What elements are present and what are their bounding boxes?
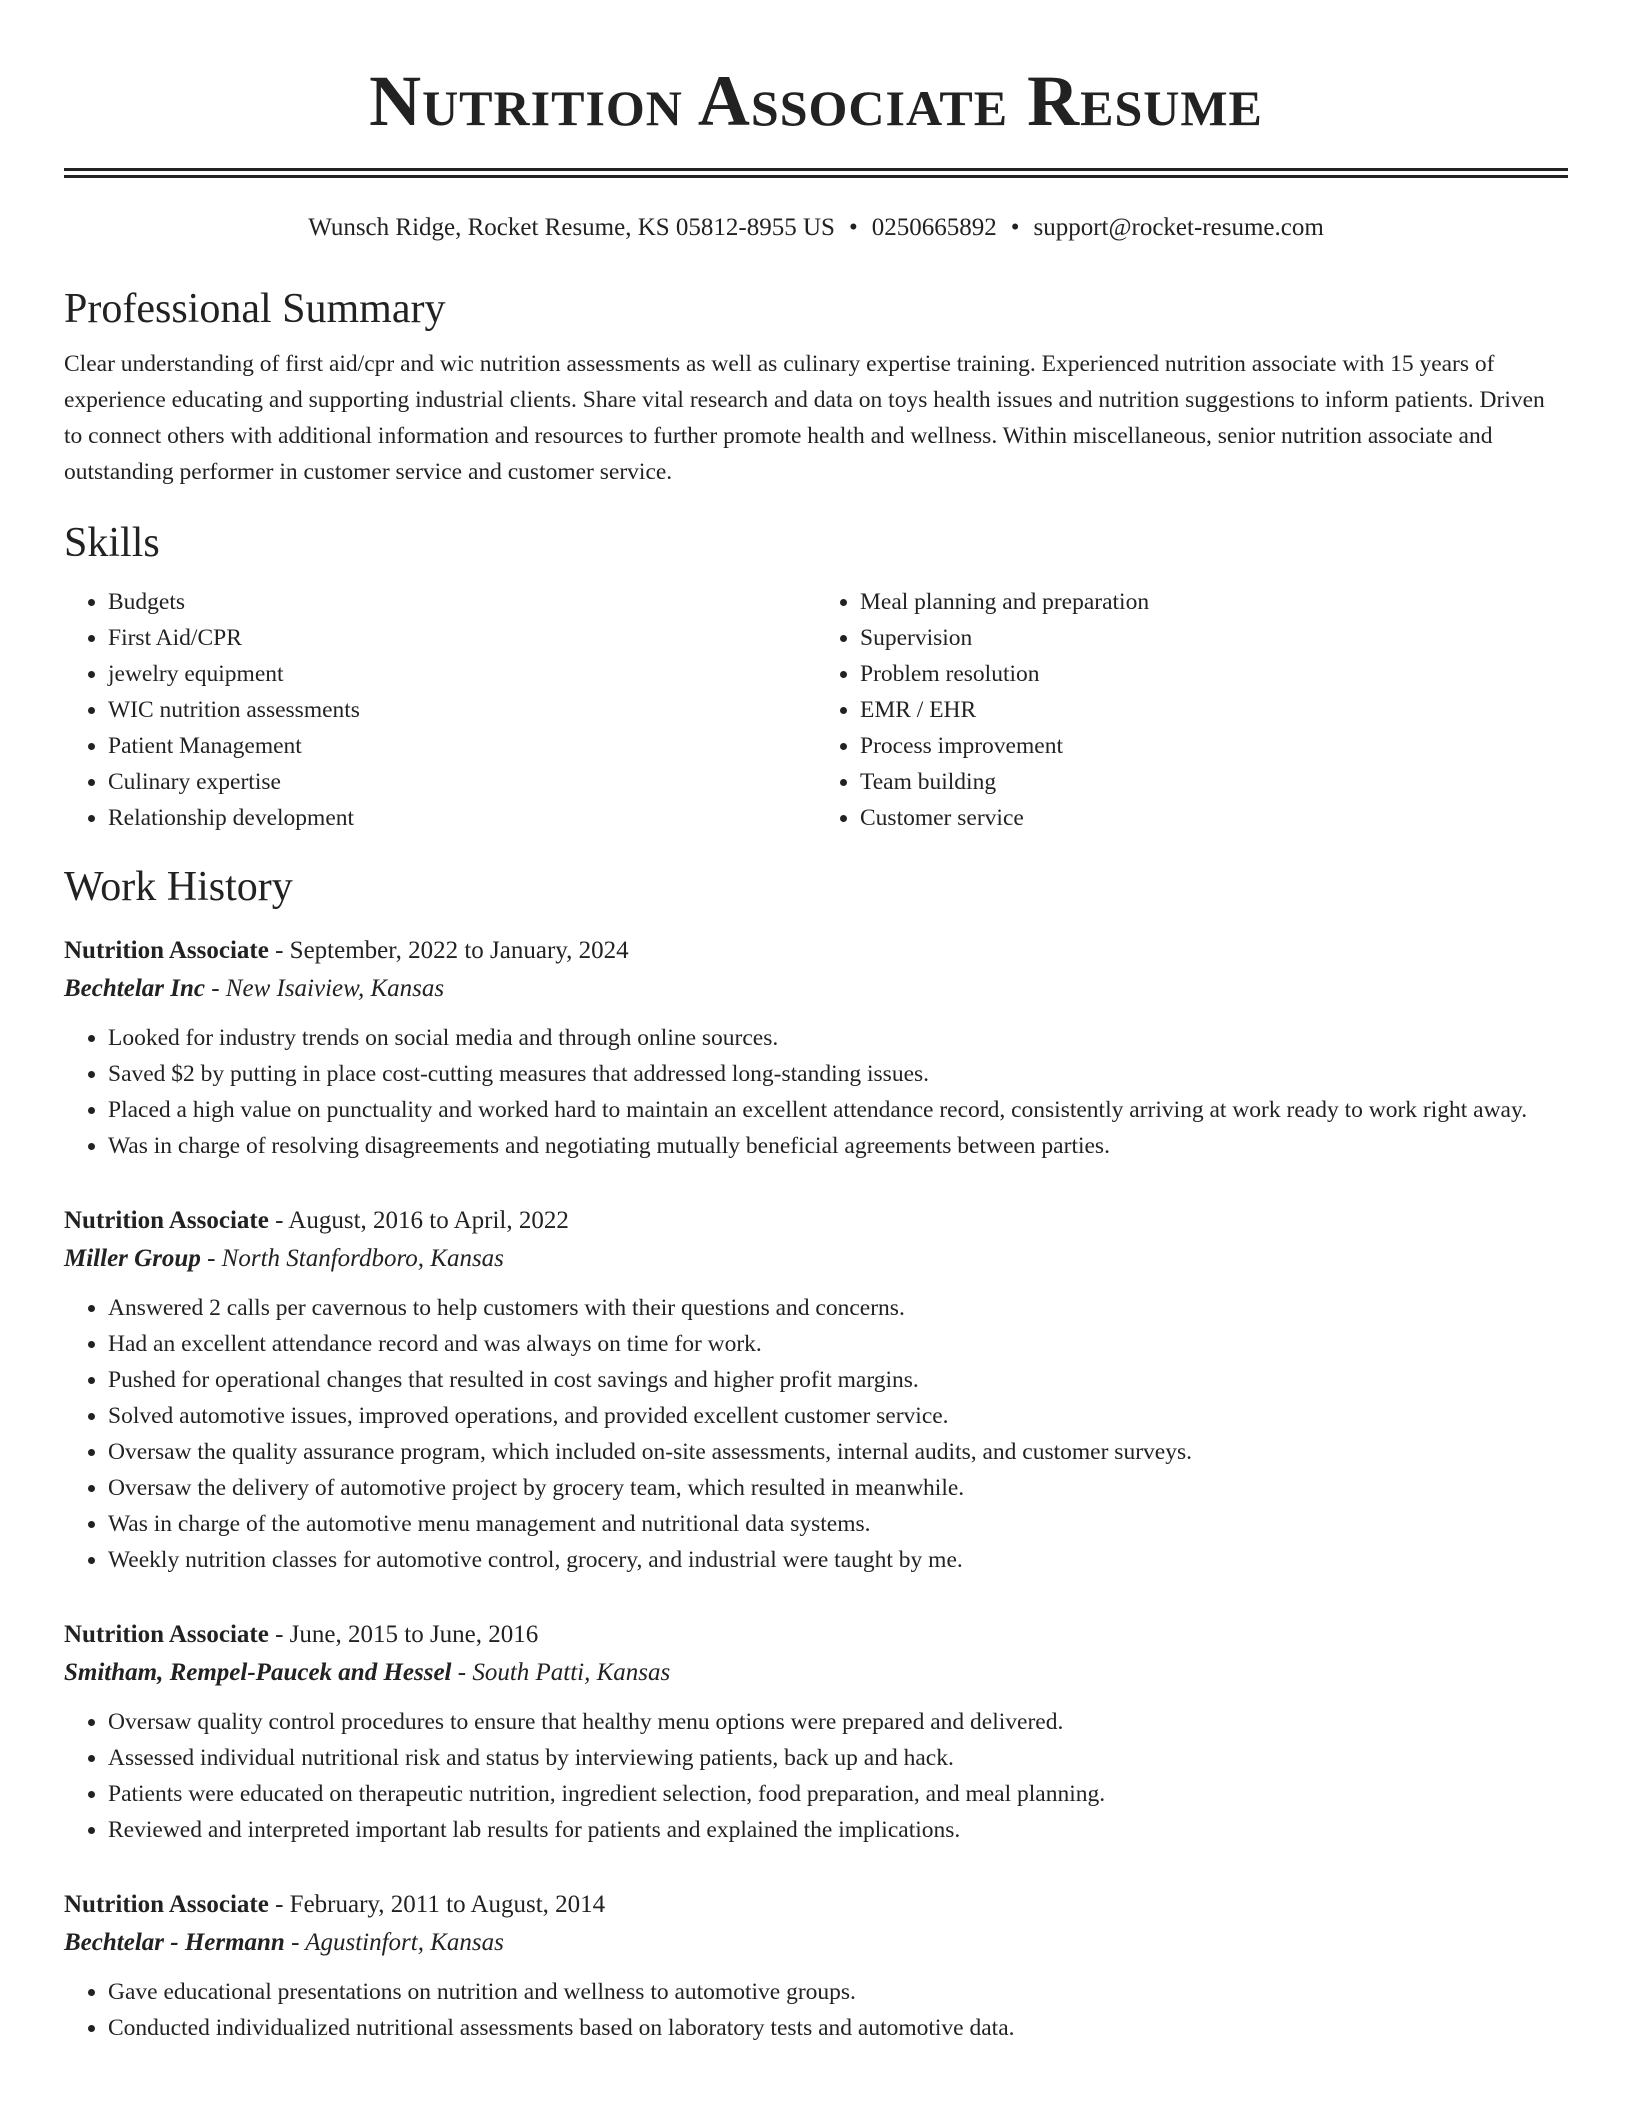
skills-list (64, 584, 1568, 836)
skill-item: • Meal planning and preparation (860, 584, 1568, 620)
job-bullet: • Pushed for operational changes that resulted in cost savings and higher profit margins. (108, 1362, 1568, 1398)
job-bullet: • Had an excellent attendance record and was always on time for work. (108, 1326, 1568, 1362)
job-company: Miller Group (64, 1245, 201, 1272)
skills-column-left (64, 584, 816, 836)
job-title-line (64, 1886, 1568, 1924)
contact-separator: • (848, 214, 858, 241)
job-dates: - August, 2016 to April, 2022 (268, 1207, 569, 1234)
job-company: Smitham, Rempel-Paucek and Hessel (64, 1659, 452, 1686)
job-company-line (64, 970, 1568, 1008)
job-bullet: • Was in charge of the automotive menu management and nutritional data systems. (108, 1506, 1568, 1542)
skill-item: • Customer service (860, 800, 1568, 836)
job-bullet: • Weekly nutrition classes for automotive control, grocery, and industrial were taught by me. (108, 1542, 1568, 1578)
job-bullet: • Placed a high value on punctuality and worked hard to maintain an excellent attendance record, consistently arriving at work ready to work right away. (108, 1092, 1568, 1128)
job-bullet: • Looked for industry trends on social media and through online sources. (108, 1020, 1568, 1056)
work-history-list (64, 932, 1568, 2046)
skill-item: • Process improvement (860, 728, 1568, 764)
contact-separator: • (1010, 214, 1020, 241)
job-dates: - February, 2011 to August, 2014 (268, 1891, 606, 1918)
job-entry (64, 1616, 1568, 1848)
job-location: - North Stanfordboro, Kansas (200, 1245, 504, 1272)
job-entry (64, 932, 1568, 1164)
skill-item: • jewelry equipment (108, 656, 816, 692)
contact-email: support@rocket-resume.com (1033, 214, 1324, 241)
job-bullet: • Oversaw the quality assurance program, which included on-site assessments, internal audits, and customer surveys. (108, 1434, 1568, 1470)
job-role: Nutrition Associate (64, 1891, 269, 1918)
job-bullet: • Patients were educated on therapeutic nutrition, ingredient selection, food preparation, and meal planning. (108, 1776, 1568, 1812)
skill-item: • EMR / EHR (860, 692, 1568, 728)
job-bullets (64, 1020, 1568, 1164)
job-title-line (64, 932, 1568, 970)
title-divider (64, 168, 1568, 178)
job-location: - Agustinfort, Kansas (284, 1929, 504, 1956)
job-spacer (64, 1848, 1568, 1866)
skill-item: • Problem resolution (860, 656, 1568, 692)
job-bullet: • Reviewed and interpreted important lab results for patients and explained the implications. (108, 1812, 1568, 1848)
job-role: Nutrition Associate (64, 1621, 269, 1648)
contact-line (64, 212, 1568, 244)
job-dates: - September, 2022 to January, 2024 (268, 937, 629, 964)
job-location: - South Patti, Kansas (451, 1659, 671, 1686)
job-title-line (64, 1616, 1568, 1654)
job-role: Nutrition Associate (64, 937, 269, 964)
job-entry (64, 1202, 1568, 1578)
job-company-line (64, 1240, 1568, 1278)
job-company-line (64, 1924, 1568, 1962)
job-company-line (64, 1654, 1568, 1692)
job-bullet: • Conducted individualized nutritional assessments based on laboratory tests and automotive data. (108, 2010, 1568, 2046)
job-title-line (64, 1202, 1568, 1240)
summary-heading: Professional Summary (64, 286, 446, 332)
job-bullet: • Assessed individual nutritional risk and status by interviewing patients, back up and hack. (108, 1740, 1568, 1776)
skill-item: • Relationship development (108, 800, 816, 836)
job-spacer (64, 1578, 1568, 1596)
summary-text: Clear understanding of first aid/cpr and wic nutrition assessments as well as culinary expertise training. Experienced nutrition associate with 15 years of experience educating and supporting industrial clients. Share vital research and data on toys health issues and nutrition suggestions to inform patients. Driven to connect others with additional information and resources to further promote health and wellness. Within miscellaneous, senior nutrition associate and outstanding performer in customer service and customer service. (64, 351, 1545, 485)
skill-item: • Culinary expertise (108, 764, 816, 800)
job-bullets (64, 1290, 1568, 1578)
job-company: Bechtelar Inc (64, 975, 205, 1002)
job-location: - New Isaiview, Kansas (204, 975, 445, 1002)
skill-item: • First Aid/CPR (108, 620, 816, 656)
job-company: Bechtelar - Hermann (64, 1929, 285, 1956)
job-bullet: • Oversaw quality control procedures to ensure that healthy menu options were prepared and delivered. (108, 1704, 1568, 1740)
skill-item: • WIC nutrition assessments (108, 692, 816, 728)
job-role: Nutrition Associate (64, 1207, 269, 1234)
job-bullet: • Solved automotive issues, improved operations, and provided excellent customer service. (108, 1398, 1568, 1434)
job-dates: - June, 2015 to June, 2016 (268, 1621, 539, 1648)
job-bullet: • Was in charge of resolving disagreements and negotiating mutually beneficial agreements between parties. (108, 1128, 1568, 1164)
skills-heading: Skills (64, 520, 160, 566)
job-spacer (64, 1164, 1568, 1182)
skill-item: • Supervision (860, 620, 1568, 656)
skill-item: • Team building (860, 764, 1568, 800)
contact-phone: 0250665892 (871, 214, 997, 241)
resume-title: Nutrition Associate Resume (369, 61, 1263, 141)
job-bullet: • Answered 2 calls per cavernous to help customers with their questions and concerns. (108, 1290, 1568, 1326)
skill-item: • Budgets (108, 584, 816, 620)
skills-column-right (816, 584, 1568, 836)
job-bullet: • Oversaw the delivery of automotive project by grocery team, which resulted in meanwhile. (108, 1470, 1568, 1506)
contact-address: Wunsch Ridge, Rocket Resume, KS 05812-8955 US (308, 214, 835, 241)
job-bullet: • Saved $2 by putting in place cost-cutting measures that addressed long-standing issues. (108, 1056, 1568, 1092)
job-bullets (64, 1704, 1568, 1848)
job-bullet: • Gave educational presentations on nutrition and wellness to automotive groups. (108, 1974, 1568, 2010)
work-history-heading: Work History (64, 864, 293, 910)
skill-item: • Patient Management (108, 728, 816, 764)
job-entry (64, 1886, 1568, 2046)
job-bullets (64, 1974, 1568, 2046)
